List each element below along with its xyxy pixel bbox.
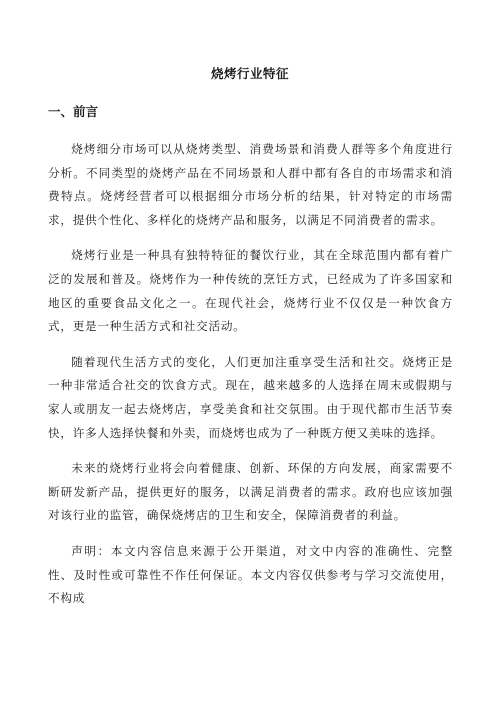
section-body	[48, 138, 453, 623]
paragraph: 随着现代生活方式的变化，人们更加注重享受生活和社交。烧烤正是一种非常适合社交的饮食方式。现在，越来越多的人选择在周末或假期与家人或朋友一起去烧烤店，享受美食和社交氛围。由于现代都市生活节奏快，许多人选择快餐和外卖，而烧烤也成为了一种既方便又美味的选择。	[48, 354, 453, 440]
section-heading: 一、前言	[48, 104, 99, 119]
paragraph: 未来的烧烤行业将会向着健康、创新、环保的方向发展，商家需要不断研发新产品，提供更好的服务，以满足消费者的需求。政府也应该加强对该行业的监管，确保烧烤店的卫生和安全，保障消费者的利益。	[48, 461, 453, 523]
disclaimer-paragraph: 声明：本文内容信息来源于公开渠道，对文中内容的准确性、完整性、及时性或可靠性不作任何保证。本文内容仅供参考与学习交流使用，不构成	[48, 543, 453, 606]
document-title: 烧烤行业特征	[210, 66, 289, 81]
paragraph: 烧烤细分市场可以从烧烤类型、消费场景和消费人群等多个角度进行分析。不同类型的烧烤产品在不同场景和人群中都有各自的市场需求和消费特点。烧烤经营者可以根据细分市场分析的结果，针对特定的市场需求，提供个性化、多样化的烧烤产品和服务，以满足不同消费者的需求。	[48, 142, 453, 227]
paragraph: 烧烤行业是一种具有独特特征的餐饮行业，其在全球范围内都有着广泛的发展和普及。烧烤作为一种传统的烹饪方式，已经成为了许多国家和地区的重要食品文化之一。在现代社会，烧烤行业不仅仅是一种饮食方式，更是一种生活方式和社交活动。	[48, 248, 453, 334]
